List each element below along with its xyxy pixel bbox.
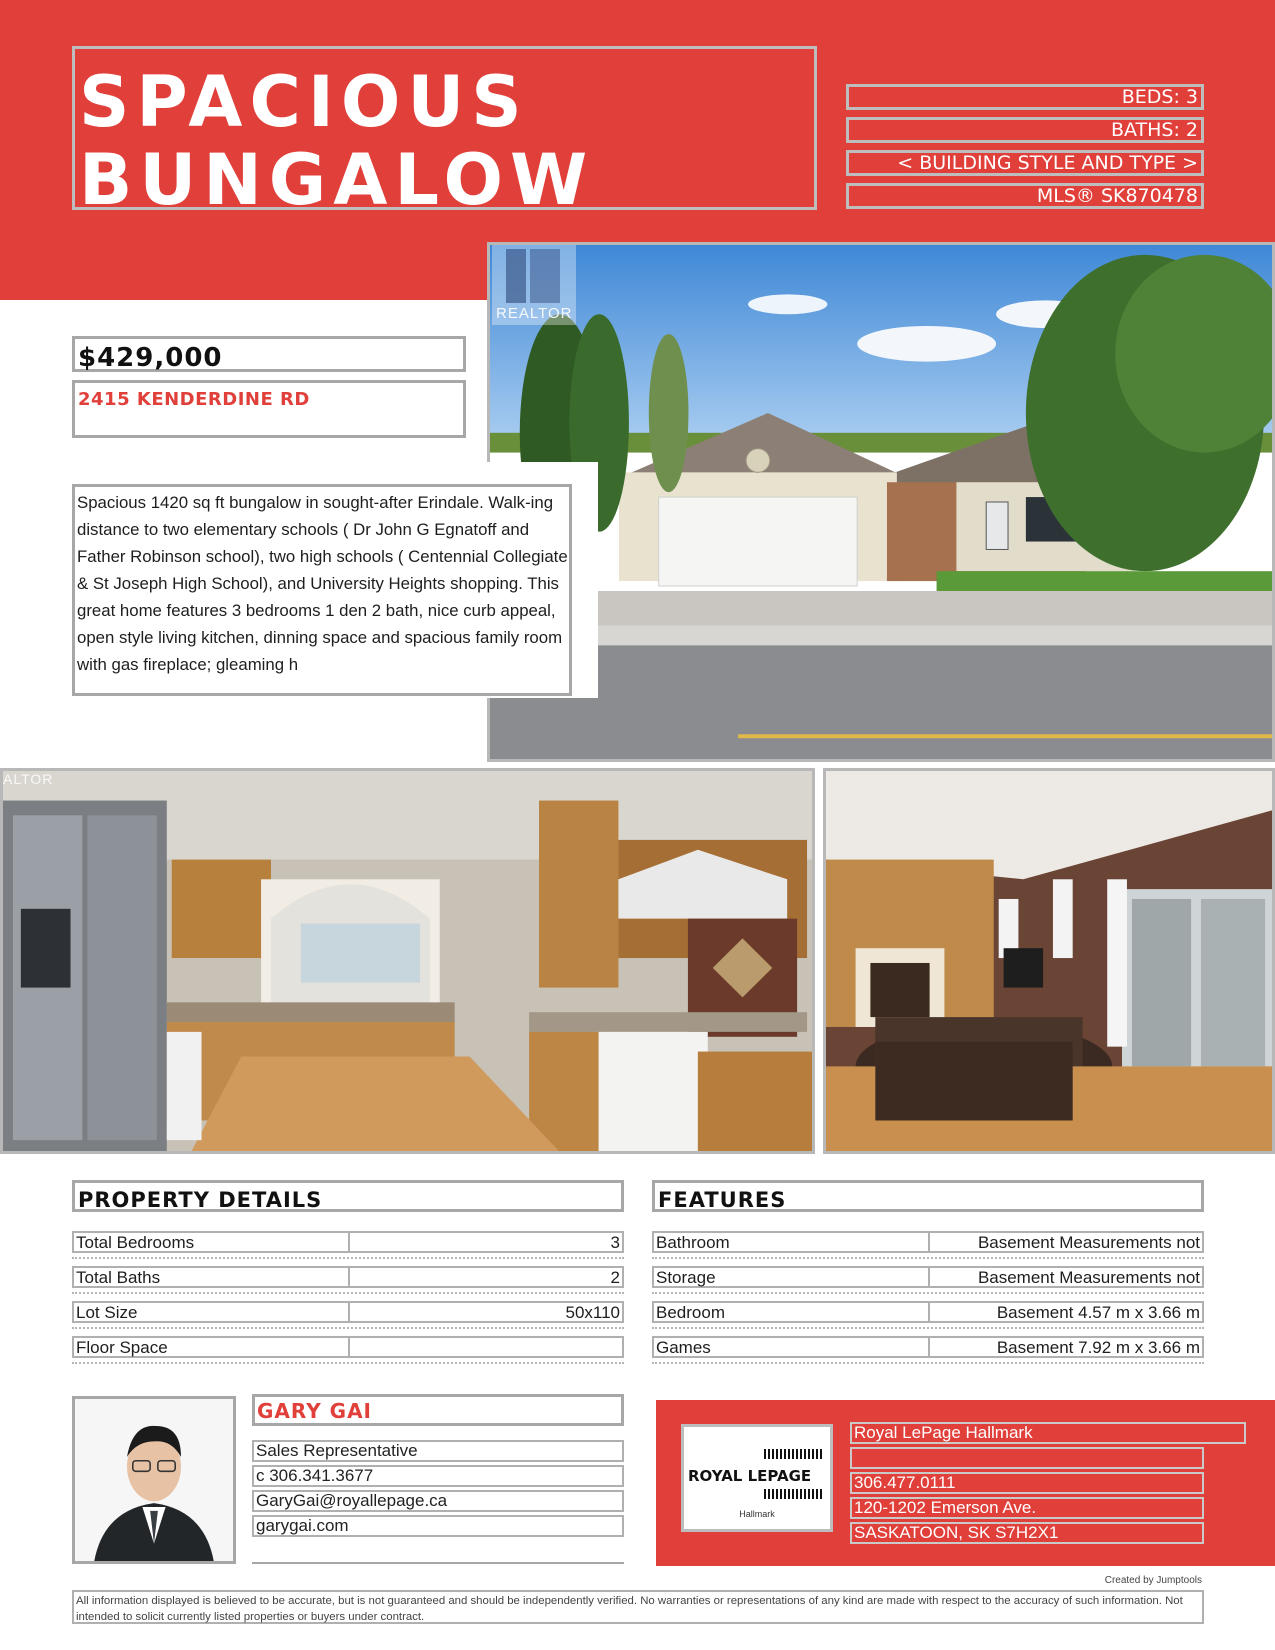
feature-row-bedroom bbox=[652, 1301, 1204, 1323]
row-separator bbox=[652, 1257, 1204, 1259]
detail-label: Total Bedrooms bbox=[72, 1231, 348, 1253]
feature-value: Basement 4.57 m x 3.66 m bbox=[928, 1301, 1204, 1323]
row-separator bbox=[652, 1327, 1204, 1329]
headline-line-1: SPACIOUS bbox=[79, 61, 529, 143]
feature-label: Storage bbox=[652, 1266, 928, 1288]
detail-value: 2 bbox=[348, 1266, 624, 1288]
realtor-watermark: REALTOR bbox=[496, 305, 573, 322]
detail-row-baths bbox=[72, 1266, 624, 1288]
feature-label: Bathroom bbox=[652, 1231, 928, 1253]
address-box bbox=[72, 380, 466, 438]
logo-text: ROYAL LEPAGE bbox=[688, 1467, 812, 1485]
agent-title: Sales Representative bbox=[252, 1440, 624, 1462]
property-details-title: PROPERTY DETAILS bbox=[72, 1180, 624, 1212]
detail-value: 3 bbox=[348, 1231, 624, 1253]
headline-line-2: BUNGALOW bbox=[79, 139, 595, 221]
office-phone[interactable]: 306.477.0111 bbox=[850, 1472, 1204, 1494]
detail-value bbox=[348, 1336, 624, 1358]
kitchen-photo bbox=[0, 768, 815, 1154]
agent-phone[interactable]: c 306.341.3677 bbox=[252, 1465, 624, 1487]
agent-name: GARY GAI bbox=[257, 1399, 372, 1423]
royal-lepage-logo-icon bbox=[681, 1424, 833, 1532]
spec-baths: BATHS: 2 bbox=[846, 117, 1204, 143]
address: 2415 KENDERDINE RD bbox=[78, 389, 310, 410]
created-by: Created by Jumptools bbox=[1104, 1575, 1202, 1586]
detail-row-floor-space bbox=[72, 1336, 624, 1358]
price-box bbox=[72, 336, 466, 372]
detail-row-bedrooms bbox=[72, 1231, 624, 1253]
row-separator bbox=[72, 1327, 624, 1329]
feature-label: Games bbox=[652, 1336, 928, 1358]
description-box bbox=[72, 484, 572, 696]
detail-label: Floor Space bbox=[72, 1336, 348, 1358]
detail-value: 50x110 bbox=[348, 1301, 624, 1323]
exterior-photo bbox=[487, 242, 1275, 762]
row-separator bbox=[652, 1362, 1204, 1364]
headline-box bbox=[72, 46, 817, 221]
realtor-logo-icon bbox=[492, 245, 576, 325]
agent-email[interactable]: GaryGai@royallepage.ca bbox=[252, 1490, 624, 1512]
agent-website[interactable]: garygai.com bbox=[252, 1515, 624, 1537]
price: $429,000 bbox=[78, 343, 223, 373]
feature-label: Bedroom bbox=[652, 1301, 928, 1323]
office-line-2 bbox=[850, 1447, 1204, 1469]
spec-mls: MLS® SK870478 bbox=[846, 183, 1204, 209]
detail-label: Total Baths bbox=[72, 1266, 348, 1288]
office-name: Royal LePage Hallmark bbox=[850, 1422, 1246, 1444]
disclaimer-text: All information displayed is believed to be accurate, but is not guaranteed and should be independently verified. No warranties or representations of any kind are made with respect to the accuracy of such information. Not intended to solicit currently listed properties or buyers under contract. bbox=[76, 1595, 1183, 1623]
detail-row-lot-size bbox=[72, 1301, 624, 1323]
feature-value: Basement 7.92 m x 3.66 m bbox=[928, 1336, 1204, 1358]
agent-avatar bbox=[72, 1396, 236, 1564]
row-separator bbox=[72, 1257, 624, 1259]
logo-subtext: Hallmark bbox=[739, 1509, 775, 1519]
description-text: Spacious 1420 sq ft bungalow in sought-after Erindale. Walk-ing distance to two elementary schools ( Dr John G Egnatoff and Father Robinson school), two high schools ( Centennial Collegiate & St Joseph High School), and University Heights shopping. This great home features 3 bedrooms 1 den 2 bath, nice curb appeal, open style living kitchen, dinning space and spacious family room with gas fireplace; gleaming h bbox=[77, 493, 568, 674]
detail-label: Lot Size bbox=[72, 1301, 348, 1323]
disclaimer-box bbox=[72, 1590, 1204, 1624]
feature-row-games bbox=[652, 1336, 1204, 1358]
row-separator bbox=[72, 1292, 624, 1294]
feature-value: Basement Measurements not bbox=[928, 1266, 1204, 1288]
feature-value: Basement Measurements not bbox=[928, 1231, 1204, 1253]
row-separator bbox=[72, 1362, 624, 1364]
feature-row-bathroom bbox=[652, 1231, 1204, 1253]
office-city: SASKATOON, SK S7H2X1 bbox=[850, 1522, 1204, 1544]
spec-building-style: < BUILDING STYLE AND TYPE > bbox=[846, 150, 1204, 176]
agent-divider bbox=[252, 1562, 624, 1564]
agent-name-box bbox=[252, 1394, 624, 1426]
living-room-photo bbox=[823, 768, 1275, 1154]
features-title: FEATURES bbox=[652, 1180, 1204, 1212]
realtor-watermark-kitchen: ALTOR bbox=[3, 771, 54, 787]
row-separator bbox=[652, 1292, 1204, 1294]
spec-beds: BEDS: 3 bbox=[846, 84, 1204, 110]
feature-row-storage bbox=[652, 1266, 1204, 1288]
office-street: 120-1202 Emerson Ave. bbox=[850, 1497, 1204, 1519]
